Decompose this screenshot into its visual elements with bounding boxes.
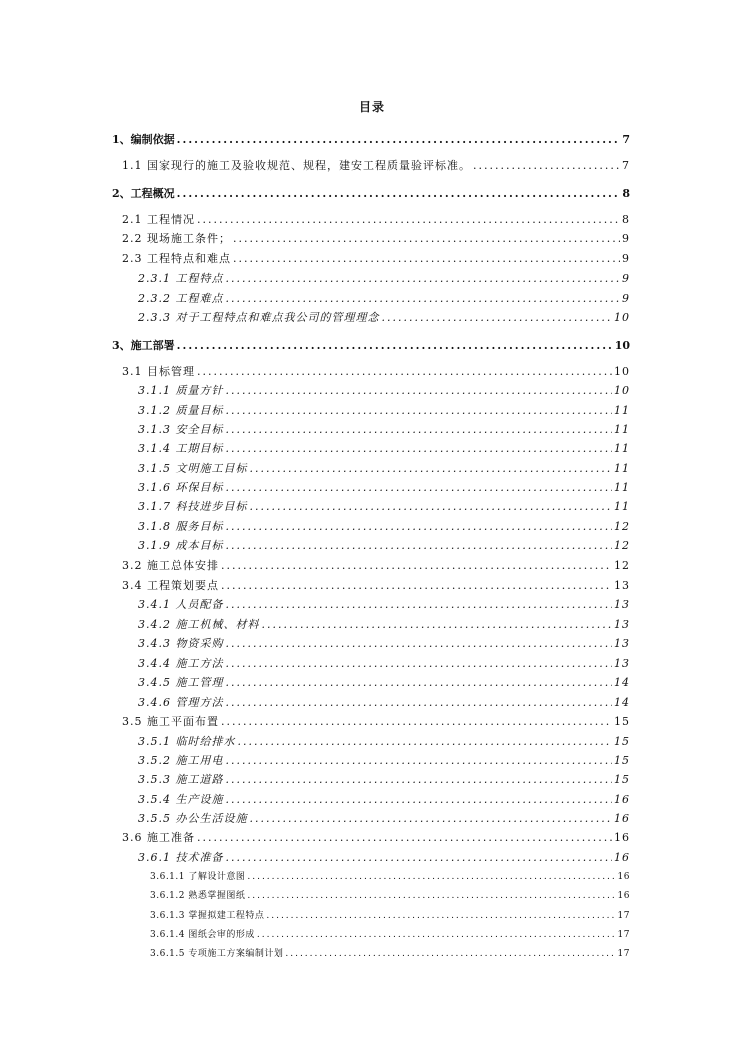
toc-entry[interactable] xyxy=(122,230,630,248)
toc-entry[interactable] xyxy=(138,440,630,458)
toc-entry-page: 17 xyxy=(617,930,630,940)
toc-entry-text: 3.5.4 生产设施 xyxy=(138,793,224,806)
toc-dot-leader xyxy=(197,363,612,381)
toc-entry[interactable] xyxy=(122,829,630,847)
toc-entry-text: 3.4.2 施工机械、材料 xyxy=(138,618,260,631)
toc-entry-page: 10 xyxy=(614,311,630,324)
toc-dot-leader xyxy=(221,557,612,575)
toc-dot-leader xyxy=(238,733,613,751)
toc-entry-text: 3.1.7 科技进步目标 xyxy=(138,500,248,513)
toc-entry[interactable] xyxy=(138,791,630,809)
toc-entry-text: 3.1.5 文明施工目标 xyxy=(138,462,248,475)
toc-entry[interactable] xyxy=(138,402,630,420)
toc-dot-leader xyxy=(262,616,613,634)
toc-entry-text: 3.4.5 施工管理 xyxy=(138,676,224,689)
toc-entry[interactable] xyxy=(122,157,630,175)
toc-dot-leader xyxy=(257,926,616,944)
toc-entry-text: 2、工程概况 xyxy=(112,187,175,200)
toc-entry[interactable] xyxy=(138,518,630,536)
toc-dot-leader xyxy=(247,887,615,905)
toc-entry-page: 9 xyxy=(622,292,630,305)
toc-dot-leader xyxy=(381,309,612,327)
toc-entry-page: 10 xyxy=(614,339,630,352)
toc-entry[interactable] xyxy=(138,635,630,653)
toc-dot-leader xyxy=(177,131,621,149)
toc-entry-text: 3.6.1.5 专项施工方案编制计划 xyxy=(150,949,284,959)
toc-dot-leader xyxy=(250,498,613,516)
toc-entry[interactable] xyxy=(138,733,630,751)
toc-title: 目录 xyxy=(358,100,385,114)
toc-entry-page: 16 xyxy=(614,831,630,844)
toc-entry[interactable] xyxy=(122,250,630,268)
toc-entry-page: 12 xyxy=(614,559,630,572)
toc-entry-text: 3.2 施工总体安排 xyxy=(122,559,219,572)
toc-entry-text: 2.3.1 工程特点 xyxy=(138,272,224,285)
toc-dot-leader xyxy=(226,674,613,692)
toc-entry-text: 3.1.2 质量目标 xyxy=(138,404,224,417)
toc-entry-page: 15 xyxy=(614,773,630,786)
toc-entry-page: 16 xyxy=(614,851,630,864)
toc-entry-text: 3.5.5 办公生活设施 xyxy=(138,812,248,825)
toc-entry[interactable] xyxy=(150,926,630,944)
toc-dot-leader xyxy=(473,157,620,175)
toc-entry[interactable] xyxy=(138,694,630,712)
toc-dot-leader xyxy=(226,402,613,420)
toc-entry-text: 3.4.1 人员配备 xyxy=(138,598,224,611)
toc-entry-page: 11 xyxy=(614,500,630,513)
toc-entry-page: 16 xyxy=(614,812,630,825)
toc-dot-leader xyxy=(226,518,613,536)
toc-dot-leader xyxy=(226,635,613,653)
toc-dot-leader xyxy=(226,752,613,770)
toc-entry-page: 8 xyxy=(622,213,630,226)
toc-entry-page: 13 xyxy=(614,637,630,650)
toc-entry-text: 3.4.3 物资采购 xyxy=(138,637,224,650)
toc-dot-leader xyxy=(197,211,620,229)
toc-entry-text: 3.5.2 施工用电 xyxy=(138,754,224,767)
toc-entry-page: 11 xyxy=(614,404,630,417)
toc-dot-leader xyxy=(266,907,615,925)
toc-dot-leader xyxy=(250,460,613,478)
toc-entry[interactable] xyxy=(138,290,630,308)
toc-entry-page: 9 xyxy=(622,232,630,245)
toc-entry-text: 1、编制依据 xyxy=(112,133,175,146)
toc-entry-page: 12 xyxy=(614,539,630,552)
toc-dot-leader xyxy=(226,290,621,308)
toc-dot-leader xyxy=(226,771,613,789)
toc-dot-leader xyxy=(226,694,613,712)
toc-entry-text: 3.6 施工准备 xyxy=(122,831,195,844)
toc-entry-text: 1.1 国家现行的施工及验收规范、规程，建安工程质量验评标准。 xyxy=(122,159,471,172)
toc-dot-leader xyxy=(226,791,613,809)
toc-entry-text: 3.6.1.1 了解设计意图 xyxy=(150,872,246,882)
toc-dot-leader xyxy=(177,185,621,203)
toc-dot-leader xyxy=(226,421,613,439)
toc-entry-text: 2.1 工程情况 xyxy=(122,213,195,226)
toc-dot-leader xyxy=(226,440,613,458)
toc-dot-leader xyxy=(226,479,613,497)
toc-dot-leader xyxy=(226,537,613,555)
toc-entry-page: 17 xyxy=(617,911,630,921)
toc-entry-text: 3.4.6 管理方法 xyxy=(138,696,224,709)
toc-entry[interactable] xyxy=(138,849,630,867)
toc-entry-page: 11 xyxy=(614,442,630,455)
toc-entry-text: 2.2 现场施工条件； xyxy=(122,232,231,245)
toc-dot-leader xyxy=(221,713,612,731)
toc-entry-page: 16 xyxy=(617,872,630,882)
toc-entry-page: 10 xyxy=(614,384,630,397)
toc-dot-leader xyxy=(226,655,613,673)
toc-entry-text: 3.1.3 安全目标 xyxy=(138,423,224,436)
toc-dot-leader xyxy=(177,337,613,355)
toc-entry[interactable] xyxy=(112,131,630,149)
toc-entry-page: 13 xyxy=(614,579,630,592)
toc-entry[interactable] xyxy=(112,337,630,355)
toc-entry[interactable] xyxy=(150,887,630,905)
toc-entry[interactable] xyxy=(112,185,630,203)
toc-entry-page: 7 xyxy=(622,133,630,146)
toc-entry[interactable] xyxy=(122,577,630,595)
toc-entry-page: 13 xyxy=(614,618,630,631)
toc-entry-text: 3.4 工程策划要点 xyxy=(122,579,219,592)
toc-entry-text: 3.1.8 服务目标 xyxy=(138,520,224,533)
toc-dot-leader xyxy=(250,810,613,828)
toc-entry-text: 2.3.3 对于工程特点和难点我公司的管理理念 xyxy=(138,311,380,324)
toc-entry[interactable] xyxy=(138,460,630,478)
toc-entry[interactable] xyxy=(138,537,630,555)
toc-entry-text: 3.6.1.3 掌握拟建工程特点 xyxy=(150,911,265,921)
toc-entry-page: 9 xyxy=(622,252,630,265)
toc-entry-text: 3.5.3 施工道路 xyxy=(138,773,224,786)
toc-dot-leader xyxy=(285,945,615,963)
toc-dot-leader xyxy=(226,382,613,400)
toc-entry-page: 11 xyxy=(614,462,630,475)
toc-entry-page: 9 xyxy=(622,272,630,285)
toc-entry-text: 3.6.1 技术准备 xyxy=(138,851,224,864)
toc-entry-text: 3、施工部署 xyxy=(112,339,175,352)
toc-entry-page: 10 xyxy=(614,365,630,378)
toc-entry-page: 12 xyxy=(614,520,630,533)
toc-entry-page: 13 xyxy=(614,598,630,611)
toc-entry[interactable] xyxy=(150,907,630,925)
toc-dot-leader xyxy=(247,868,615,886)
toc-entry-page: 14 xyxy=(614,696,630,709)
toc-entry[interactable] xyxy=(138,382,630,400)
toc-entry[interactable] xyxy=(122,557,630,575)
toc-entry-text: 3.4.4 施工方法 xyxy=(138,657,224,670)
toc-entry-text: 3.6.1.4 图纸会审的形成 xyxy=(150,930,255,940)
toc-dot-leader xyxy=(233,250,620,268)
toc-entry-text: 3.1.9 成本目标 xyxy=(138,539,224,552)
toc-entry[interactable] xyxy=(138,596,630,614)
toc-entry-text: 2.3 工程特点和难点 xyxy=(122,252,231,265)
toc-entry[interactable] xyxy=(138,655,630,673)
toc-entry-page: 13 xyxy=(614,657,630,670)
toc-entry[interactable] xyxy=(138,752,630,770)
toc-entry-text: 3.5 施工平面布置 xyxy=(122,715,219,728)
toc-entry-page: 15 xyxy=(614,715,630,728)
toc-entry-page: 15 xyxy=(614,735,630,748)
toc-entry-text: 3.6.1.2 熟悉掌握图纸 xyxy=(150,891,246,901)
toc-entry-page: 11 xyxy=(614,423,630,436)
toc-entry-text: 2.3.2 工程难点 xyxy=(138,292,224,305)
toc-entry-text: 3.5.1 临时给排水 xyxy=(138,735,236,748)
toc-entry[interactable] xyxy=(138,674,630,692)
toc-dot-leader xyxy=(226,270,621,288)
toc-entry[interactable] xyxy=(138,810,630,828)
toc-entry-text: 3.1.4 工期目标 xyxy=(138,442,224,455)
toc-entry-page: 17 xyxy=(617,949,630,959)
toc-dot-leader xyxy=(226,596,613,614)
toc-entry[interactable] xyxy=(138,616,630,634)
toc-entry-page: 11 xyxy=(614,481,630,494)
toc-entry[interactable] xyxy=(150,945,630,963)
toc-entry[interactable] xyxy=(138,479,630,497)
toc-entry[interactable] xyxy=(138,270,630,288)
toc-entry-page: 16 xyxy=(617,891,630,901)
toc-entry[interactable] xyxy=(138,771,630,789)
toc-entry[interactable] xyxy=(122,363,630,381)
toc-entry-page: 7 xyxy=(622,159,630,172)
toc-entry[interactable] xyxy=(122,211,630,229)
toc-entry[interactable] xyxy=(150,868,630,886)
toc-entry[interactable] xyxy=(138,421,630,439)
toc-dot-leader xyxy=(233,230,620,248)
toc-entry-text: 3.1.1 质量方针 xyxy=(138,384,224,397)
toc-dot-leader xyxy=(226,849,613,867)
toc-entry-page: 8 xyxy=(622,187,630,200)
toc-entry-text: 3.1.6 环保目标 xyxy=(138,481,224,494)
toc-entry[interactable] xyxy=(138,309,630,327)
toc-entry-page: 16 xyxy=(614,793,630,806)
toc-dot-leader xyxy=(221,577,612,595)
toc-dot-leader xyxy=(197,829,612,847)
toc-entry[interactable] xyxy=(138,498,630,516)
toc-entry[interactable] xyxy=(122,713,630,731)
toc-entry-page: 14 xyxy=(614,676,630,689)
toc-entry-page: 15 xyxy=(614,754,630,767)
toc-entry-text: 3.1 目标管理 xyxy=(122,365,195,378)
